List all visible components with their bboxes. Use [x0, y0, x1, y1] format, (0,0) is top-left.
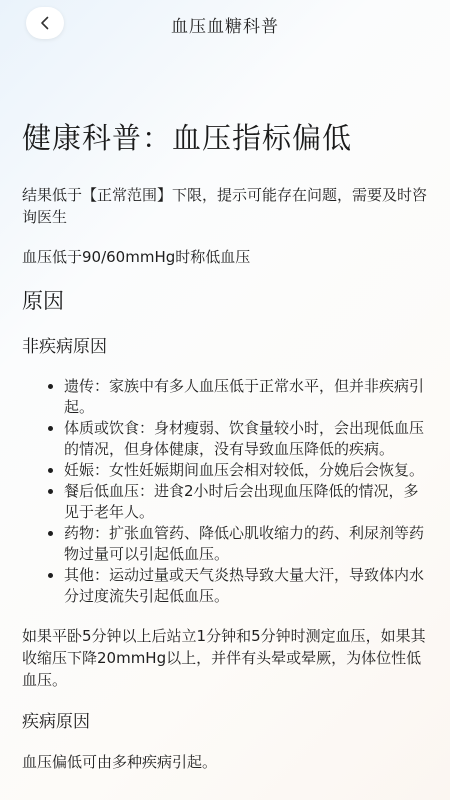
article-content — [22, 118, 432, 791]
non-disease-list — [22, 376, 432, 607]
postural-note: 如果平卧5分钟以上后站立1分钟和5分钟时测定血压，如果其收缩压下降20mmHg以上，并伴有头晕或晕厥，为体位性低血压。 — [22, 627, 426, 689]
definition-text: 血压低于90/60mmHg时称低血压 — [22, 248, 251, 266]
list-item: • 药物：扩张血管药、降低心肌收缩力的药、利尿剂等药物过量可以引起低血压。 — [64, 523, 432, 565]
list-item: • 体质或饮食：身材瘦弱、饮食量较小时，会出现低血压的情况，但身体健康，没有导致血压降低的疾病。 — [64, 418, 432, 460]
article-title: 健康科普：血压指标偏低 — [22, 121, 353, 155]
intro-text: 结果低于【正常范围】下限，提示可能存在问题，需要及时咨询医生 — [22, 186, 428, 226]
list-item: • 其他：运动过量或天气炎热导致大量大汗，导致体内水分过度流失引起低血压。 — [64, 565, 432, 607]
causes-heading: 原因 — [22, 289, 64, 313]
disease-heading: 疾病原因 — [22, 712, 90, 732]
list-item: • 遗传：家族中有多人血压低于正常水平，但并非疾病引起。 — [64, 376, 432, 418]
top-bar — [0, 0, 450, 48]
disease-intro: 血压偏低可由多种疾病引起。 — [22, 753, 218, 771]
header-title: 血压血糖科普 — [171, 17, 279, 37]
non-disease-heading: 非疾病原因 — [22, 337, 107, 357]
list-item: • 妊娠：女性妊娠期间血压会相对较低，分娩后会恢复。 — [64, 460, 432, 481]
list-item: • 餐后低血压：进食2小时后会出现血压降低的情况，多见于老年人。 — [64, 481, 432, 523]
